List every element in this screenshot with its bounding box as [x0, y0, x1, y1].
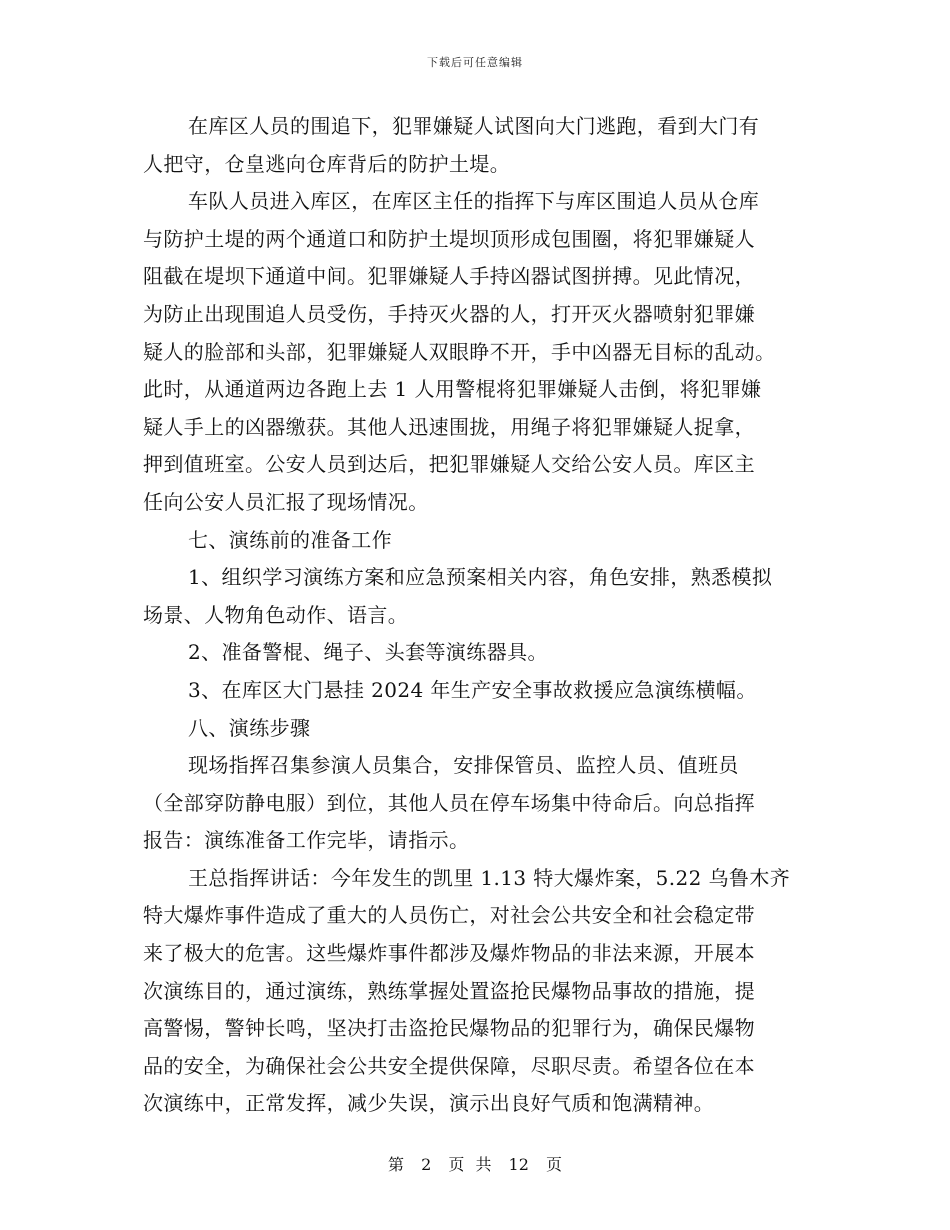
text-line: 3、在库区大门悬挂 2024 年生产安全事故救援应急演练横幅。 — [188, 677, 757, 702]
text-line: 阻截在堤坝下通道中间。犯罪嫌疑人手持凶器试图拼搏。见此情况， — [143, 264, 755, 289]
text-line: 来了极大的危害。这些爆炸事件都涉及爆炸物品的非法来源，开展本 — [143, 941, 755, 966]
text-line: 与防护土堤的两个通道口和防护土堤坝顶形成包围圈，将犯罪嫌疑人 — [143, 226, 755, 251]
text-line: 次演练目的，通过演练，熟练掌握处置盗抢民爆物品事故的措施，提 — [143, 978, 755, 1003]
page-number: 2 — [421, 1155, 432, 1174]
text-line: 在库区人员的围追下，犯罪嫌疑人试图向大门逃跑，看到大门有 — [188, 114, 760, 138]
text-line: 八、演练步骤 — [188, 715, 311, 740]
text-line: 次演练中，正常发挥，减少失误，演示出良好气质和饱满精神。 — [143, 1091, 715, 1116]
text-line: 2、准备警棍、绳子、头套等演练器具。 — [188, 640, 548, 665]
page-header: 下载后可任意编辑 — [427, 56, 523, 69]
text-line: （全部穿防静电服）到位，其他人员在停车场集中待命后。向总指挥 — [143, 790, 755, 815]
footer-middle: 页 共 — [448, 1155, 492, 1174]
text-line: 王总指挥讲话：今年发生的凯里 1.13 特大爆炸案，5.22 乌鲁木齐 — [188, 865, 791, 890]
text-line: 报告：演练准备工作完毕，请指示。 — [143, 828, 470, 853]
text-line: 人把守，仓皇逃向仓库背后的防护土堤。 — [143, 151, 511, 176]
footer-prefix: 第 — [387, 1155, 404, 1174]
text-line: 车队人员进入库区，在库区主任的指挥下与库区围追人员从仓库 — [188, 189, 760, 214]
text-line: 疑人手上的凶器缴获。其他人迅速围拢，用绳子将犯罪嫌疑人捉拿， — [143, 414, 755, 439]
total-pages: 12 — [508, 1155, 529, 1174]
text-line: 特大爆炸事件造成了重大的人员伤亡，对社会公共安全和社会稳定带 — [143, 903, 755, 928]
text-line: 此时，从通道两边各跑上去 1 人用警棍将犯罪嫌疑人击倒，将犯罪嫌 — [143, 377, 762, 402]
text-line: 场景、人物角色动作、语言。 — [143, 602, 409, 627]
text-line: 现场指挥召集参演人员集合，安排保管员、监控人员、值班员 — [188, 753, 739, 778]
text-line: 品的安全，为确保社会公共安全提供保障，尽职尽责。希望各位在本 — [143, 1053, 755, 1078]
body-text — [143, 108, 818, 1123]
text-line: 任向公安人员汇报了现场情况。 — [143, 489, 429, 514]
text-line: 高警惕，警钟长鸣，坚决打击盗抢民爆物品的犯罪行为，确保民爆物 — [143, 1016, 755, 1041]
page-footer — [0, 1152, 950, 1175]
text-line: 为防止出现围追人员受伤，手持灭火器的人，打开灭火器喷射犯罪嫌 — [143, 301, 755, 326]
footer-suffix: 页 — [546, 1155, 563, 1174]
text-line: 七、演练前的准备工作 — [188, 527, 392, 552]
text-line: 疑人的脸部和头部，犯罪嫌疑人双眼睁不开，手中凶器无目标的乱动。 — [143, 339, 776, 364]
text-line: 1、组织学习演练方案和应急预案相关内容，角色安排，熟悉模拟 — [188, 565, 773, 590]
text-line: 押到值班室。公安人员到达后，把犯罪嫌疑人交给公安人员。库区主 — [143, 452, 755, 477]
